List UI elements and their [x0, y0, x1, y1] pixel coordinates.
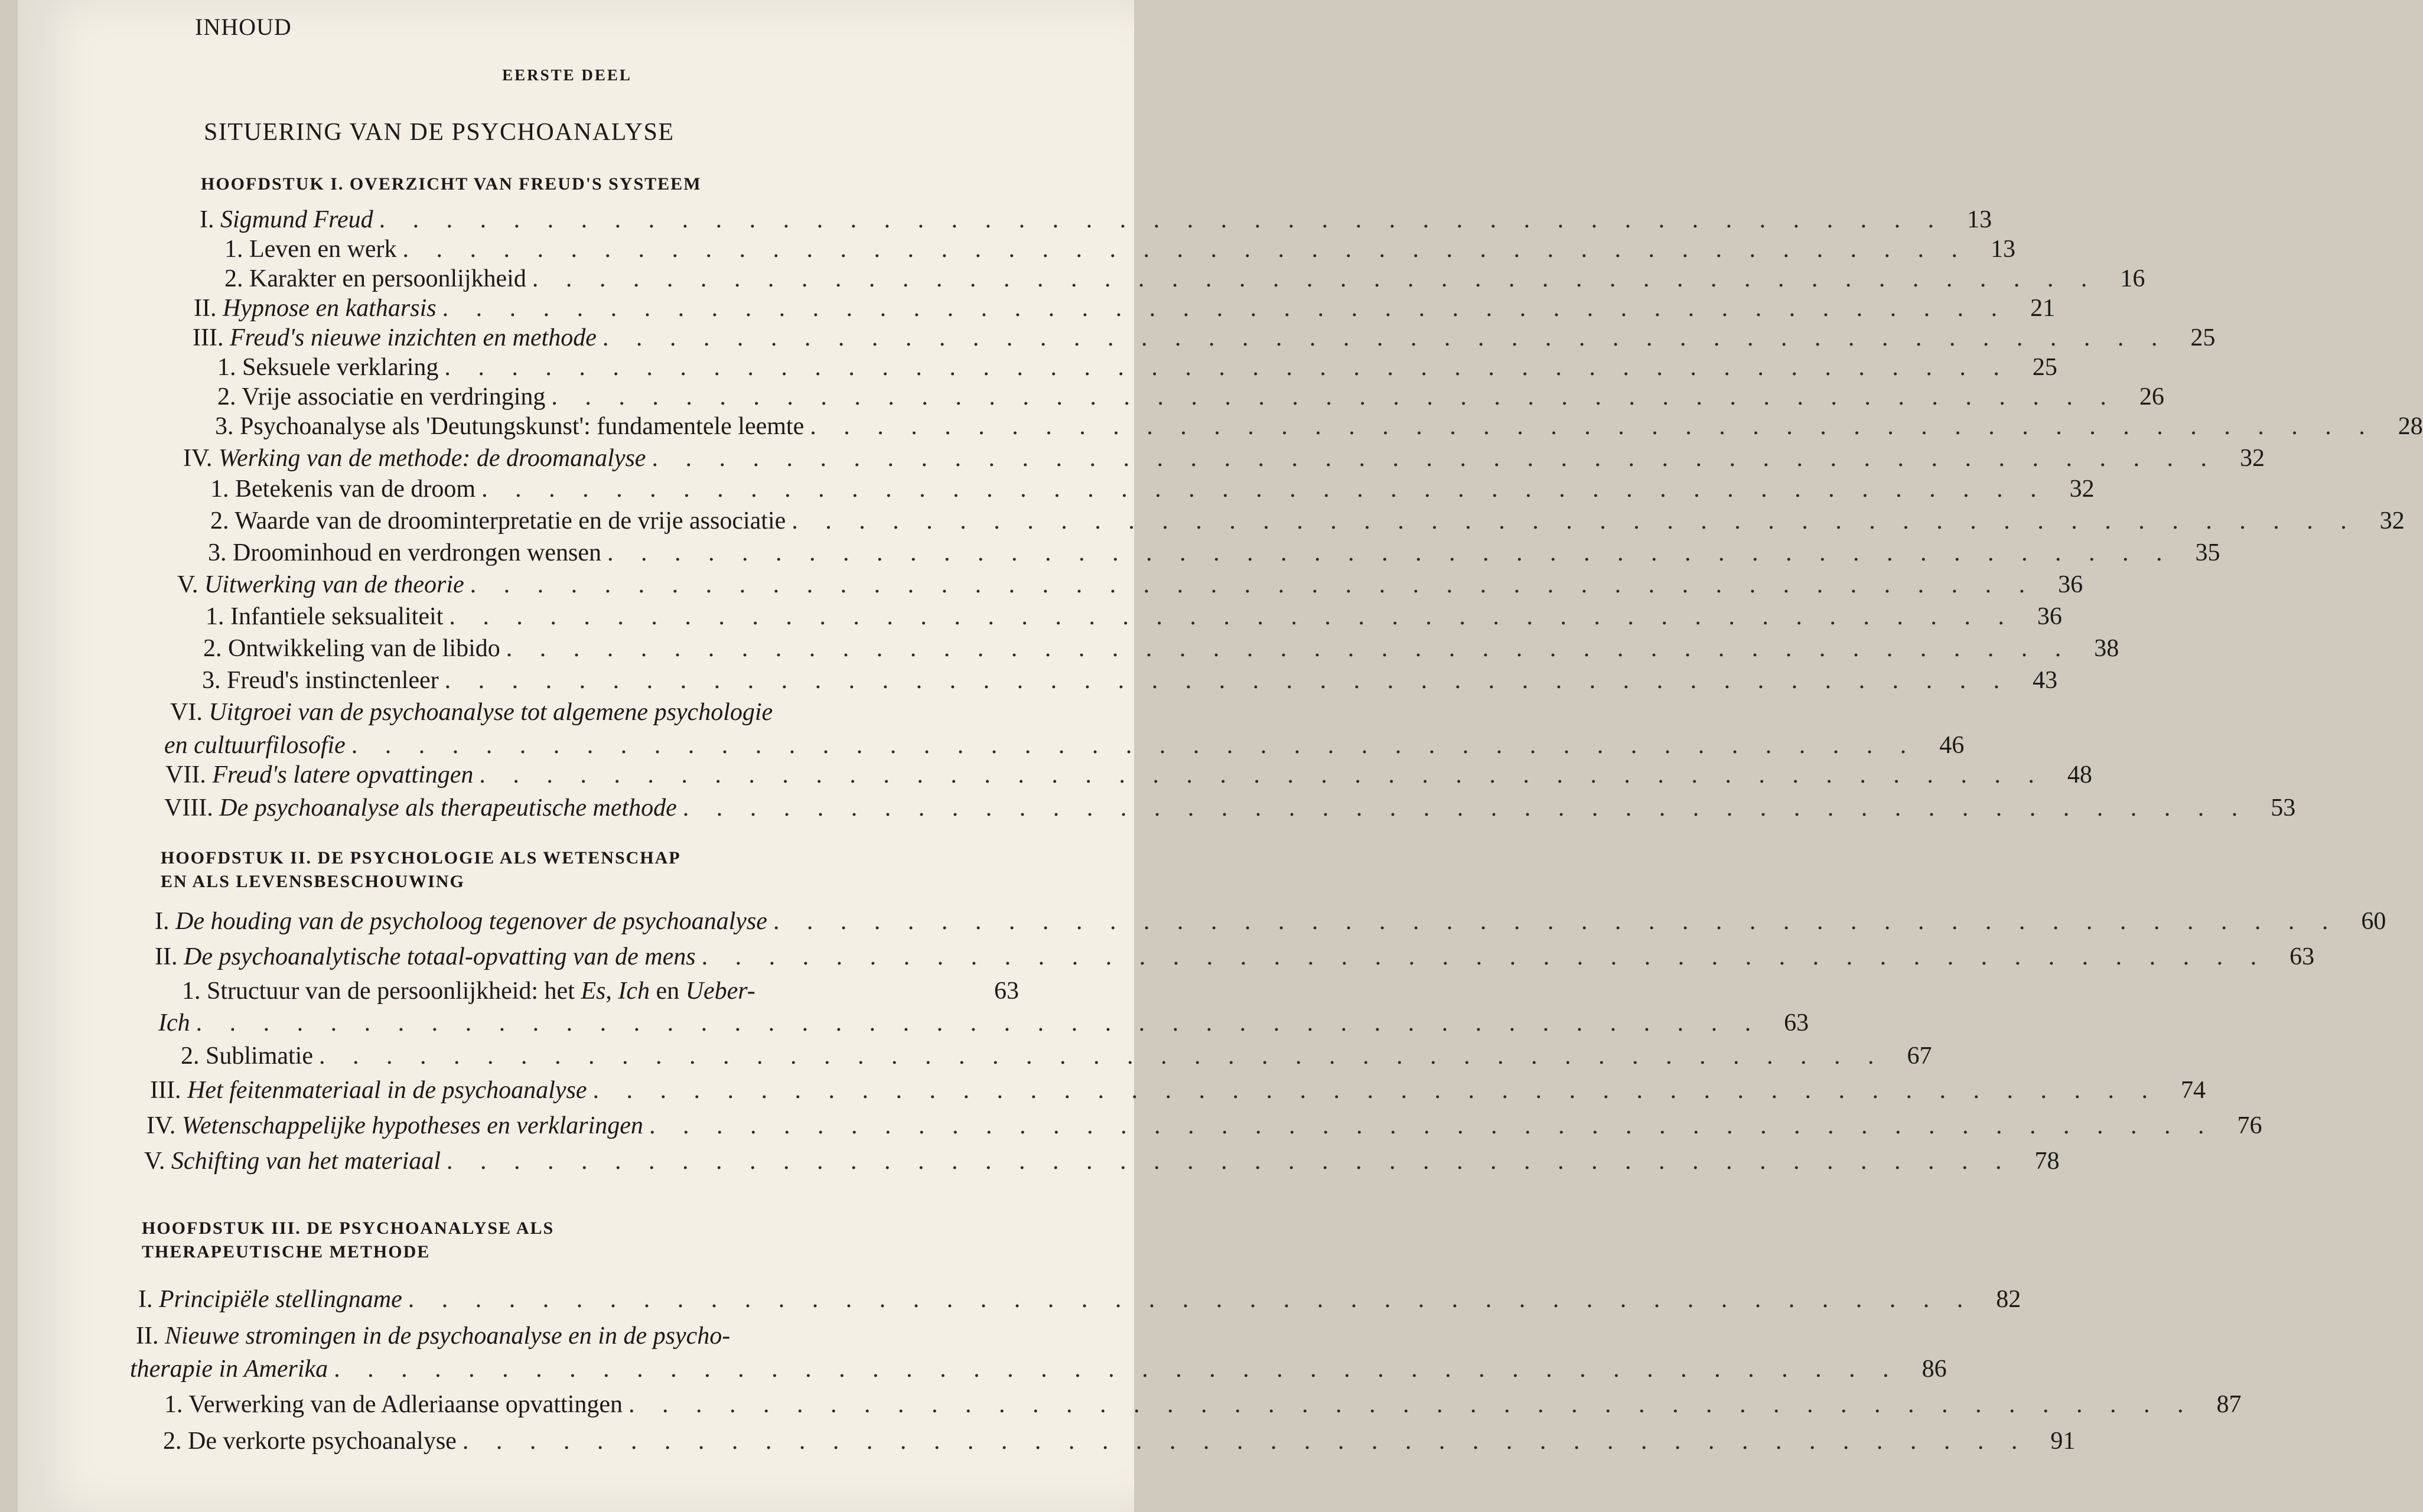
entry-number: 3. [208, 539, 227, 566]
entry-text: Seksuele verklaring [242, 354, 439, 381]
entry-text: Uitgroei van de psychoanalyse tot algemene psychologie [209, 699, 773, 726]
entry-text: Freud's nieuwe inzichten en methode [229, 324, 597, 351]
entry-number: II. [155, 943, 178, 970]
page-number: 63 [994, 977, 1019, 1005]
entry-text: De verkorte psychoanalyse [188, 1428, 457, 1455]
toc-entry[interactable] [144, 1146, 2060, 1177]
entry-label [182, 976, 755, 1006]
leader-dots: . . . . . . . . . . . . . . . . . . . . . . . . . . . . . . . . . . . . . . . . . . . . . . . [652, 445, 2217, 472]
entry-number: I. [138, 1286, 153, 1313]
chapter-heading: HOOFDSTUK II. DE PSYCHOLOGIE ALS WETENSCHAP [161, 848, 681, 868]
entry-text: Waarde van de droominterpretatie en de vrije associatie [235, 507, 786, 535]
toc-entry[interactable] [164, 793, 2296, 823]
entry-label [177, 569, 464, 600]
leader-dots: . . . . . . . . . . . . . . . . . . . . . . . . . . . . . . . . . . . . . . . . . . . . . . . [196, 1009, 1762, 1037]
entry-label [163, 1426, 457, 1456]
entry-number: 3. [202, 667, 221, 694]
entry-text: Nieuwe stromingen in de psychoanalyse en in de psycho- [164, 1322, 731, 1350]
page-number: 91 [2050, 1428, 2076, 1455]
leader-dots: . . . . . . . . . . . . . . . . . . . . . . . . . . . . . . . . . . . . . . . . . . . . . . . [551, 383, 2117, 410]
entry-number: V. [144, 1148, 165, 1175]
page-number: 32 [2239, 445, 2265, 472]
entry-number: 1. [217, 354, 236, 381]
entry-label [193, 322, 597, 353]
entry-text: Hypnose en katharsis [222, 295, 437, 322]
entry-label [146, 1110, 643, 1141]
toc-entry[interactable] [136, 1321, 1022, 1351]
entry-number: 1. [182, 977, 201, 1005]
toc-entry[interactable] [224, 234, 2016, 265]
page-number: 46 [1939, 732, 1965, 759]
entry-label [194, 293, 437, 324]
entry-number: 2. [224, 265, 243, 292]
leader-dots: . . . . . . . . . . . . . . . . . . . . . . . . . . . . . . . . . . . . . . . . . . . . . . . [442, 295, 2008, 322]
toc-entry[interactable] [224, 263, 2145, 294]
page-number: 36 [2058, 571, 2083, 598]
toc-entry[interactable] [194, 293, 2056, 324]
entry-text: Infantiele seksualiteit [230, 603, 444, 630]
entry-text: Het feitenmateriaal in de psychoanalyse [187, 1077, 587, 1104]
entry-number: III. [193, 324, 224, 351]
entry-text: Sigmund Freud [220, 206, 373, 233]
page-number: 32 [2069, 475, 2095, 503]
entry-text: De psychoanalytische totaal-opvatting van de mens [183, 943, 696, 970]
entry-label [138, 1284, 402, 1315]
entry-label [136, 1321, 730, 1351]
toc-entry[interactable] [202, 665, 2058, 696]
leader-dots: . . . . . . . . . . . . . . . . . . . . . . . . . . . . . . . . . . . . . . . . . . . . . . . [602, 324, 2168, 351]
leader-dots: . . . . . . . . . . . . . . . . . . . . . . . . . . . . . . . . . . . . . . . . . . . . . . . [408, 1286, 1974, 1313]
toc-entry[interactable] [208, 537, 2220, 568]
leader-dots: . . . . . . . . . . . . . . . . . . . . . . . . . . . . . . . . . . . . . . . . . . . . . . . [506, 635, 2072, 662]
leader-dots: . . . . . . . . . . . . . . . . . . . . . . . . . . . . . . . . . . . . . . . . . . . . . . . [319, 1042, 1885, 1070]
leader-dots: . . . . . . . . . . . . . . . . . . . . . . . . . . . . . . . . . . . . . . . . . . . . . . . [592, 1077, 2158, 1104]
entry-text: Schifting van het materiaal [171, 1148, 441, 1175]
leader-dots: . . . . . . . . . . . . . . . . . . . . . . . . . . . . . . . . . . . . . . . . . . . . . . . [479, 761, 2045, 788]
leader-dots: . . . . . . . . . . . . . . . . . . . . . . . . . . . . . . . . . . . . . . . . . . . . . . . [649, 1112, 2215, 1139]
leader-dots: . . . . . . . . . . . . . . . . . . . . . . . . . . . . . . . . . . . . . . . . . . . . . . . [682, 794, 2249, 822]
toc-entry[interactable] [146, 1110, 2262, 1141]
page-number: 35 [2195, 539, 2220, 566]
entry-text: Psychoanalyse als 'Deutungskunst': fundamentele leemte [240, 413, 805, 440]
leader-dots: . . . . . . . . . . . . . . . . . . . . . . . . . . . . . . . . . . . . . . . . . . . . . . . [402, 236, 1969, 263]
page-number: 25 [2032, 354, 2057, 381]
entry-number: I. [200, 206, 214, 233]
entry-label [155, 941, 696, 972]
page-number: 67 [1907, 1042, 1932, 1070]
toc-entry[interactable] [182, 976, 1019, 1006]
toc-entry[interactable] [170, 697, 1016, 728]
entry-label [210, 474, 476, 504]
leader-dots: . . . . . . . . . . . . . . . . . . . . . . . . . . . . . . . . . . . . . . . . . . . . . . . [379, 206, 1945, 233]
entry-number: I. [155, 908, 170, 935]
chapter-heading: HOOFDSTUK I. OVERZICHT VAN FREUD'S SYSTEEM [201, 174, 702, 194]
leader-dots: . . . . . . . . . . . . . . . . . . . . . . . . . . . . . . . . . . . . . . . . . . . . . . . [462, 1428, 2028, 1455]
page-number: 87 [2216, 1391, 2242, 1418]
entry-text-continuation: en cultuurfilosofie [164, 732, 346, 759]
toc-entry[interactable] [155, 941, 2315, 972]
entry-label [206, 601, 443, 632]
toc-entry[interactable] [215, 411, 2423, 442]
part-title: SITUERING VAN DE PSYCHOANALYSE [204, 119, 675, 146]
entry-label [217, 352, 438, 383]
leader-dots: . . . . . . . . . . . . . . . . . . . . . . . . . . . . . . . . . . . . . . . . . . . . . . . [470, 571, 2036, 598]
entry-label [150, 1075, 587, 1106]
entry-text: Leven en werk [249, 236, 397, 263]
page-number: 28 [2398, 413, 2423, 440]
page-number: 63 [2290, 943, 2315, 970]
toc-entry[interactable] [181, 1041, 1932, 1071]
entry-label [164, 793, 677, 823]
entry-text: Uitwerking van de theorie [204, 571, 464, 598]
toc-entry[interactable] [138, 1284, 2021, 1315]
entry-label [202, 665, 439, 696]
leader-dots: . . . . . . . . . . . . . . . . . . . . . . . . . . . . . . . . . . . . . . . . . . . . . . . [792, 507, 2357, 535]
entry-label [208, 537, 601, 568]
entry-number: 3. [215, 413, 234, 440]
entry-number: VII. [165, 761, 206, 788]
page-number: 32 [2379, 507, 2405, 535]
leader-dots: . . . . . . . . . . . . . . . . . . . . . . . . . . . . . . . . . . . . . . . . . . . . . . . [628, 1391, 2194, 1418]
entry-number: 1. [224, 236, 243, 263]
entry-label [164, 1389, 623, 1420]
running-head: INHOUD [195, 14, 292, 40]
toc-entry[interactable] [165, 760, 2092, 790]
entry-text: Wetenschappelijke hypotheses en verklaringen [181, 1112, 643, 1139]
page-number: 13 [1967, 206, 1992, 233]
entry-label [170, 697, 773, 728]
page-number: 53 [2271, 794, 2296, 822]
entry-label [155, 906, 767, 937]
toc-entry-continuation[interactable] [130, 1354, 1947, 1384]
entry-text-sep: , [605, 977, 618, 1005]
entry-number: IV. [183, 445, 213, 472]
entry-number: II. [136, 1322, 159, 1350]
entry-number: 2. [217, 383, 236, 410]
page-number: 48 [2067, 761, 2092, 788]
entry-text-term: Ueber- [685, 977, 755, 1005]
leader-dots: . . . . . . . . . . . . . . . . . . . . . . . . . . . . . . . . . . . . . . . . . . . . . . . [447, 1148, 2012, 1175]
entry-label [224, 234, 397, 265]
entry-text: Structuur van de persoonlijkheid: het [207, 977, 581, 1005]
chapter-heading-line2: EN ALS LEVENSBESCHOUWING [161, 872, 465, 891]
page-number: 86 [1922, 1355, 1947, 1383]
entry-number: IV. [146, 1112, 176, 1139]
toc-entry[interactable] [155, 906, 2386, 937]
entry-label [144, 1146, 441, 1177]
entry-text-term: Ich [618, 977, 650, 1005]
toc-entry[interactable] [210, 474, 2095, 504]
entry-text: Sublimatie [206, 1042, 313, 1070]
page-number: 16 [2120, 265, 2145, 292]
entry-number: V. [177, 571, 198, 598]
toc-entry-continuation[interactable] [158, 1008, 1809, 1038]
toc-entry[interactable] [206, 601, 2062, 632]
toc-entry[interactable] [164, 1389, 2242, 1420]
entry-text-term: Es [581, 977, 606, 1005]
entry-label [217, 382, 545, 412]
entry-number: VIII. [164, 794, 213, 822]
entry-text-continuation: therapie in Amerika [130, 1355, 328, 1383]
entry-number: 2. [181, 1042, 200, 1070]
toc-entry[interactable] [150, 1075, 2206, 1106]
toc-entry[interactable] [163, 1426, 2076, 1456]
leader-dots: . . . . . . . . . . . . . . . . . . . . . . . . . . . . . . . . . . . . . . . . . . . . . . . [444, 667, 2011, 694]
entry-text: De houding van de psycholoog tegenover de psychoanalyse [175, 908, 767, 935]
entry-number: 2. [210, 507, 229, 535]
page-number: 26 [2139, 383, 2164, 410]
entry-text: Principiële stellingname [159, 1286, 402, 1313]
chapter-heading: HOOFDSTUK III. DE PSYCHOANALYSE ALS [142, 1218, 555, 1238]
entry-number: 1. [206, 603, 224, 630]
toc-entry[interactable] [217, 382, 2164, 412]
leader-dots: . . . . . . . . . . . . . . . . . . . . . . . . . . . . . . . . . . . . . . . . . . . . . . . [532, 265, 2098, 292]
entry-text: Betekenis van de droom [235, 475, 476, 503]
entry-text: Freud's instinctenleer [227, 667, 439, 694]
page-number: 82 [1996, 1286, 2021, 1313]
leader-dots: . . . . . . . . . . . . . . . . . . . . . . . . . . . . . . . . . . . . . . . . . . . . . . . [444, 354, 2010, 381]
toc-entry[interactable] [200, 204, 1992, 235]
leader-dots: . . . . . . . . . . . . . . . . . . . . . . . . . . . . . . . . . . . . . . . . . . . . . . . [773, 908, 2339, 935]
page-number: 25 [2190, 324, 2216, 351]
entry-number: VI. [170, 699, 203, 726]
entry-label [183, 443, 646, 474]
chapter-heading-line2: THERAPEUTISCHE METHODE [142, 1242, 431, 1262]
toc-entry[interactable] [210, 506, 2405, 536]
toc-entry[interactable] [177, 569, 2083, 600]
toc-entry[interactable] [183, 443, 2265, 474]
leader-dots: . . . . . . . . . . . . . . . . . . . . . . . . . . . . . . . . . . . . . . . . . . . . . . . [701, 943, 2268, 970]
page-number: 21 [2030, 295, 2056, 322]
entry-text: De psychoanalyse als therapeutische methode [219, 794, 677, 822]
leader-dots: . . . . . . . . . . . . . . . . . . . . . . . . . . . . . . . . . . . . . . . . . . . . . . . [449, 603, 2015, 630]
entry-text-continuation: Ich [158, 1009, 190, 1037]
leader-dots: . . . . . . . . . . . . . . . . . . . . . . . . . . . . . . . . . . . . . . . . . . . . . . . [810, 413, 2376, 440]
page-number: 60 [2361, 908, 2386, 935]
entry-number: 1. [164, 1391, 183, 1418]
leader-dots: . . . . . . . . . . . . . . . . . . . . . . . . . . . . . . . . . . . . . . . . . . . . . . . [481, 475, 2047, 503]
leader-dots: . . . . . . . . . . . . . . . . . . . . . . . . . . . . . . . . . . . . . . . . . . . . . . . [334, 1355, 1900, 1383]
entry-number: 1. [210, 475, 229, 503]
entry-text: Ontwikkeling van de libido [228, 635, 500, 662]
entry-number: 2. [163, 1428, 182, 1455]
leader-dots: . . . . . . . . . . . . . . . . . . . . . . . . . . . . . . . . . . . . . . . . . . . . . . . [607, 539, 2173, 566]
entry-text-sep: en [650, 977, 686, 1005]
page-number: 63 [1784, 1009, 1809, 1037]
entry-text: Droominhoud en verdrongen wensen [233, 539, 602, 566]
entry-number: II. [194, 295, 217, 322]
toc-entry[interactable] [217, 352, 2057, 383]
entry-text: Werking van de methode: de droomanalyse [218, 445, 646, 472]
entry-text: Vrije associatie en verdringing [242, 383, 546, 410]
page-number: 38 [2094, 635, 2119, 662]
entry-text: Karakter en persoonlijkheid [249, 265, 526, 292]
entry-label [210, 506, 786, 536]
part-label: EERSTE DEEL [502, 66, 632, 84]
entry-text: Freud's latere opvattingen [212, 761, 474, 788]
entry-text: Verwerking van de Adleriaanse opvattingen [188, 1391, 623, 1418]
entry-label [215, 411, 804, 442]
entry-label [224, 263, 526, 294]
entry-label [165, 760, 473, 790]
toc-entry[interactable] [193, 322, 2216, 353]
toc-entry[interactable] [203, 633, 2119, 664]
page-number: 76 [2237, 1112, 2262, 1139]
page-number: 74 [2180, 1077, 2206, 1104]
entry-number: III. [150, 1077, 181, 1104]
page-number: 36 [2037, 603, 2062, 630]
entry-label [203, 633, 500, 664]
leader-dots [761, 976, 972, 1006]
entry-label [200, 204, 373, 235]
toc-entry-continuation[interactable] [164, 730, 1965, 761]
leader-dots: . . . . . . . . . . . . . . . . . . . . . . . . . . . . . . . . . . . . . . . . . . . . . . . [351, 732, 1917, 759]
entry-label [181, 1041, 313, 1071]
page-number: 43 [2033, 667, 2058, 694]
page-number: 13 [1991, 236, 2016, 263]
entry-number: 2. [203, 635, 222, 662]
page-number: 78 [2034, 1148, 2060, 1175]
